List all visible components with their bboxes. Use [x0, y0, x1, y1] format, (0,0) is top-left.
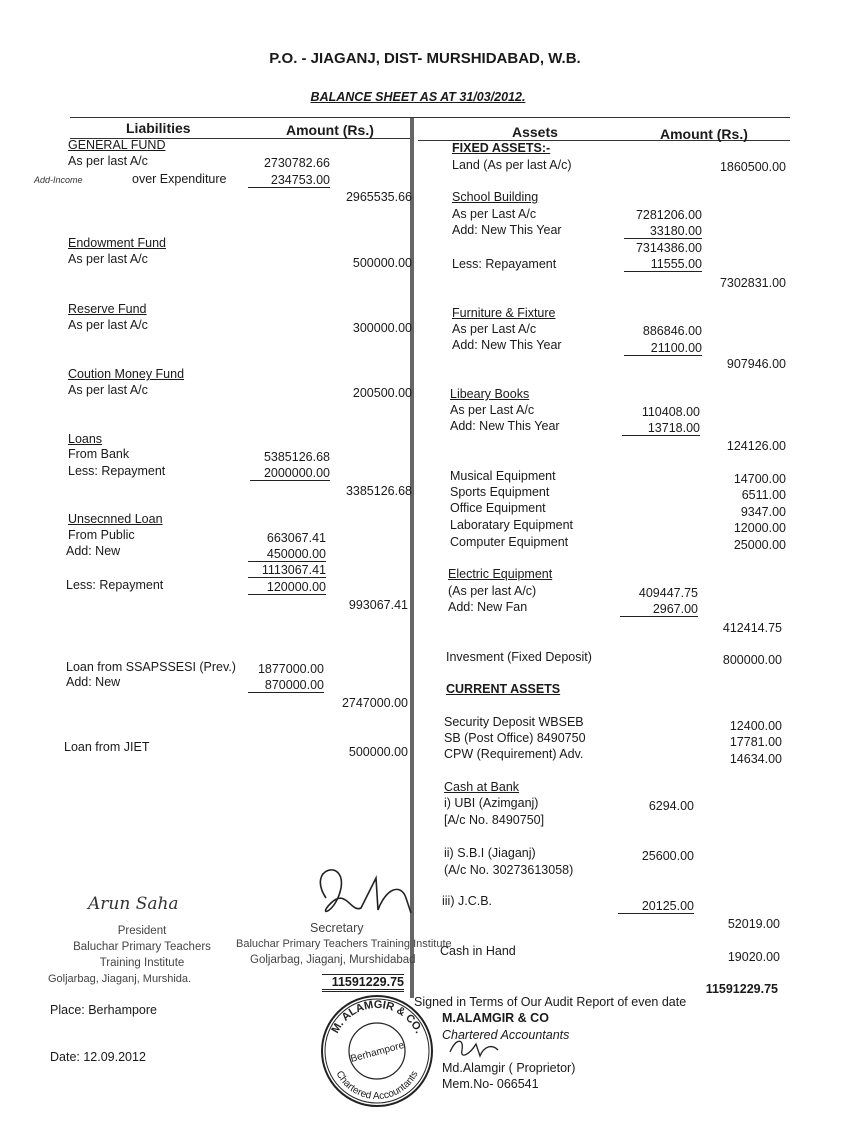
- investment-label: Invesment (Fixed Deposit): [446, 650, 592, 664]
- stamp-top-text: M. ALAMGIR & CO.: [329, 998, 425, 1036]
- furniture-new-value: 21100.00: [624, 341, 702, 356]
- fixed-assets-title: FIXED ASSETS:-: [452, 141, 551, 155]
- equipment-4-label: Computer Equipment: [450, 535, 569, 549]
- electric-last-value: 409447.75: [638, 586, 698, 600]
- equipment-1-label: Sports Equipment: [450, 485, 550, 499]
- equipment-3-value: 12000.00: [733, 521, 786, 535]
- caution-total: 200500.00: [352, 386, 412, 400]
- stamp-bottom-text: Chartered Accountants: [333, 1069, 421, 1103]
- equipment-2-value: 9347.00: [740, 505, 786, 519]
- endowment-total: 500000.00: [352, 256, 412, 270]
- library-new-label: Add: New This Year: [450, 419, 560, 433]
- unsecured-total: 993067.41: [348, 598, 408, 612]
- unsecured-repay-value: 120000.00: [248, 580, 326, 595]
- firm-name: M.ALAMGIR & CO: [442, 1011, 549, 1025]
- secretary-org-line1: Baluchar Primary Teachers Training Institute: [236, 938, 452, 950]
- furniture-title: Furniture & Fixture: [452, 306, 556, 320]
- auditor-signature: [446, 1034, 506, 1062]
- school-subtotal: 7314386.00: [635, 241, 702, 255]
- electric-total: 412414.75: [722, 621, 782, 635]
- unsecured-title: Unsecnned Loan: [68, 512, 163, 526]
- top-rule: [70, 117, 790, 118]
- cash-bank-total: 52019.00: [727, 917, 780, 931]
- endowment-label: As per last A/c: [68, 252, 148, 266]
- liabilities-header: Liabilities: [126, 120, 191, 136]
- current-2-value: 14634.00: [729, 752, 782, 766]
- general-fund-add-value: 234753.00: [248, 173, 330, 188]
- unsecured-public-value: 663067.41: [266, 531, 326, 545]
- current-1-label: SB (Post Office) 8490750: [444, 731, 586, 745]
- svg-text:M. ALAMGIR & CO.: [329, 999, 424, 1035]
- furniture-last-value: 886846.00: [642, 324, 702, 338]
- audit-line: Signed in Terms of Our Audit Report of even date: [414, 995, 687, 1009]
- furniture-last-label: As per Last A/c: [452, 322, 537, 336]
- cash-bank-title: Cash at Bank: [444, 780, 520, 794]
- proprietor: Md.Alamgir ( Proprietor): [442, 1061, 576, 1075]
- place: Place: Berhampore: [50, 1003, 158, 1017]
- electric-last-label: (As per last A/c): [448, 584, 537, 598]
- ssapssesi-new-label: Add: New: [66, 675, 121, 689]
- land-label: Land (As per last A/c): [452, 158, 572, 172]
- ssapssesi-value: 1877000.00: [257, 662, 324, 676]
- secretary-org-line2: Goljarbag, Jiaganj, Murshidabad: [250, 954, 416, 966]
- school-repay-value: 11555.00: [624, 257, 702, 272]
- membership-no: Mem.No- 066541: [442, 1077, 539, 1091]
- furniture-total: 907946.00: [726, 357, 786, 371]
- amount-left-header: Amount (Rs.): [286, 122, 374, 138]
- jiet-label: Loan from JIET: [64, 740, 150, 754]
- address: P.O. - JIAGANJ, DIST- MURSHIDABAD, W.B.: [269, 50, 581, 67]
- general-fund-total: 2965535.66: [345, 190, 412, 204]
- unsecured-repay-label: Less: Repayment: [66, 578, 164, 592]
- school-last-label: As per Last A/c: [452, 207, 537, 221]
- ubi-label: i) UBI (Azimganj): [444, 796, 539, 810]
- jiet-total: 500000.00: [348, 745, 408, 759]
- assets-header: Assets: [512, 124, 558, 140]
- reserve-label: As per last A/c: [68, 318, 148, 332]
- president-org-line1: Baluchar Primary Teachers: [73, 941, 211, 953]
- library-title: Libeary Books: [450, 387, 530, 401]
- jcb-label: iii) J.C.B.: [442, 894, 492, 908]
- equipment-0-value: 14700.00: [733, 472, 786, 486]
- general-fund-title: GENERAL FUND: [68, 138, 166, 152]
- sbi-label: ii) S.B.I (Jiaganj): [444, 846, 536, 860]
- ssapssesi-total: 2747000.00: [341, 696, 408, 710]
- library-total: 124126.00: [726, 439, 786, 453]
- caution-label: As per last A/c: [68, 383, 148, 397]
- loans-bank-label: From Bank: [68, 447, 130, 461]
- loans-bank-value: 5385126.68: [263, 450, 330, 464]
- loans-total: 3385126.68: [345, 484, 412, 498]
- electric-new-value: 2967.00: [620, 602, 698, 617]
- library-last-label: As per Last A/c: [450, 403, 535, 417]
- furniture-new-label: Add: New This Year: [452, 338, 562, 352]
- endowment-title: Endowment Fund: [68, 236, 166, 250]
- current-2-label: CPW (Requirement) Adv.: [444, 747, 584, 761]
- sbi-value: 25600.00: [641, 849, 694, 863]
- assets-grand-total: 11591229.75: [705, 982, 778, 996]
- auditor-stamp: [318, 992, 436, 1110]
- ssapssesi-label: Loan from SSAPSSESI (Prev.): [66, 660, 236, 674]
- library-last-value: 110408.00: [641, 405, 700, 419]
- sbi-ac: (A/c No. 30273613058): [444, 863, 574, 877]
- unsecured-subtotal: 1113067.41: [248, 563, 326, 578]
- ubi-value: 6294.00: [648, 799, 694, 813]
- secretary-title: Secretary: [310, 921, 364, 935]
- investment-total: 800000.00: [722, 653, 782, 667]
- secretary-signature: [306, 858, 426, 928]
- liabilities-grand-total: 11591229.75: [322, 974, 404, 992]
- loans-repay-label: Less: Repayment: [68, 464, 166, 478]
- current-assets-title: CURRENT ASSETS: [446, 682, 561, 696]
- president-org-line3: Goljarbag, Jiaganj, Murshida.: [48, 973, 192, 985]
- general-fund-last-label: As per last A/c: [68, 154, 148, 168]
- equipment-4-value: 25000.00: [733, 538, 786, 552]
- electric-title: Electric Equipment: [448, 567, 553, 581]
- land-total: 1860500.00: [719, 160, 786, 174]
- president-signature: Arun Saha: [88, 894, 179, 914]
- president-org-line2: Training Institute: [99, 957, 185, 969]
- unsecured-new-label: Add: New: [66, 544, 121, 558]
- electric-new-label: Add: New Fan: [448, 600, 528, 614]
- page-title: BALANCE SHEET AS AT 31/03/2012.: [310, 90, 526, 104]
- school-repay-label: Less: Repayament: [452, 257, 557, 271]
- ssapssesi-new-value: 870000.00: [248, 678, 324, 693]
- equipment-3-label: Laboratary Equipment: [450, 518, 573, 532]
- current-1-value: 17781.00: [729, 735, 782, 749]
- firm-sub: Chartered Accountants: [442, 1028, 570, 1042]
- reserve-total: 300000.00: [352, 321, 412, 335]
- current-0-value: 12400.00: [729, 719, 782, 733]
- school-title: School Building: [452, 190, 539, 204]
- school-new-label: Add: New This Year: [452, 223, 562, 237]
- amount-right-header: Amount (Rs.): [660, 126, 748, 142]
- date: Date: 12.09.2012: [50, 1050, 146, 1064]
- general-fund-add-label: over Expenditure: [132, 172, 227, 186]
- stamp-center-text: Berhampore: [349, 1040, 406, 1065]
- school-new-value: 33180.00: [624, 224, 702, 239]
- loans-repay-value: 2000000.00: [250, 466, 330, 481]
- ubi-ac: [A/c No. 8490750]: [444, 813, 545, 827]
- general-fund-last-value: 2730782.66: [263, 156, 330, 170]
- cash-hand-label: Cash in Hand: [440, 944, 516, 958]
- library-new-value: 13718.00: [622, 421, 700, 436]
- jcb-value: 20125.00: [618, 899, 694, 914]
- handwritten-add-note: Add-Income: [34, 175, 83, 185]
- loans-title: Loans: [68, 432, 103, 446]
- caution-title: Coution Money Fund: [68, 367, 185, 381]
- equipment-1-value: 6511.00: [741, 488, 786, 502]
- school-total: 7302831.00: [719, 276, 786, 290]
- unsecured-new-value: 450000.00: [248, 547, 326, 562]
- equipment-2-label: Office Equipment: [450, 501, 546, 515]
- president-title: President: [117, 925, 167, 937]
- current-0-label: Security Deposit WBSEB: [444, 715, 584, 729]
- reserve-title: Reserve Fund: [68, 302, 147, 316]
- school-last-value: 7281206.00: [635, 208, 702, 222]
- cash-hand-total: 19020.00: [727, 950, 780, 964]
- equipment-0-label: Musical Equipment: [450, 469, 556, 483]
- unsecured-public-label: From Public: [68, 528, 135, 542]
